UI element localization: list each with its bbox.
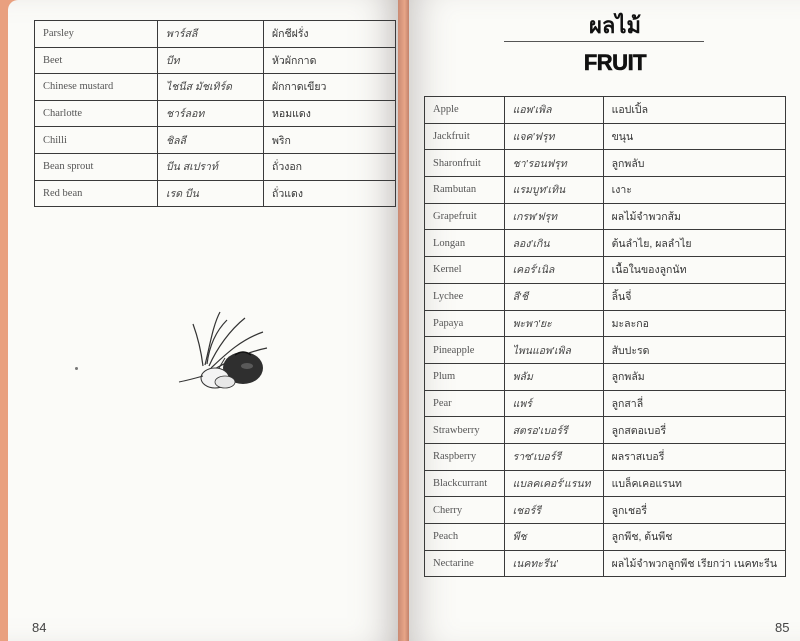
english-word: Charlotte xyxy=(35,100,158,127)
thai-meaning: เงาะ xyxy=(603,177,785,204)
table-row xyxy=(425,337,786,364)
table-row xyxy=(35,180,396,207)
english-word: Nectarine xyxy=(425,550,505,577)
thai-meaning: มะละกอ xyxy=(603,310,785,337)
english-word: Chinese mustard xyxy=(35,74,158,101)
thai-meaning: แบล็คเคอแรนท xyxy=(603,470,785,497)
thai-pronunciation: ชิลลี xyxy=(158,127,264,154)
thai-meaning: ผลราสเบอรี่ xyxy=(603,443,785,470)
english-word: Longan xyxy=(425,230,505,257)
thai-pronunciation: บีน สเปราท์ xyxy=(158,153,264,180)
thai-meaning: ลูกพลัม xyxy=(603,363,785,390)
thai-meaning: แอปเปิ้ล xyxy=(603,97,785,124)
english-word: Grapefruit xyxy=(425,203,505,230)
thai-meaning: ถั่วงอก xyxy=(264,153,396,180)
thai-pronunciation: สตรอ'เบอร์รี xyxy=(504,417,603,444)
thai-meaning: ลิ้นจี่ xyxy=(603,283,785,310)
english-word: Kernel xyxy=(425,257,505,284)
table-row xyxy=(425,550,786,577)
table-row xyxy=(425,443,786,470)
thai-pronunciation: ชาร์ลอท xyxy=(158,100,264,127)
thai-meaning: ผักชีฝรั่ง xyxy=(264,21,396,48)
thai-meaning: หอมแดง xyxy=(264,100,396,127)
thai-pronunciation: พีช xyxy=(504,524,603,551)
table-row xyxy=(35,47,396,74)
book-gutter xyxy=(398,0,409,641)
english-word: Sharonfruit xyxy=(425,150,505,177)
english-word: Papaya xyxy=(425,310,505,337)
thai-meaning: ลูกพีช, ต้นพีช xyxy=(603,524,785,551)
table-row xyxy=(425,283,786,310)
thai-meaning: ลูกสาลี่ xyxy=(603,390,785,417)
thai-pronunciation: แจค'ฟรุท xyxy=(504,123,603,150)
english-word: Cherry xyxy=(425,497,505,524)
english-word: Lychee xyxy=(425,283,505,310)
english-word: Pineapple xyxy=(425,337,505,364)
english-word: Rambutan xyxy=(425,177,505,204)
table-row xyxy=(35,21,396,48)
thai-pronunciation: เคอร์'เนิล xyxy=(504,257,603,284)
table-row xyxy=(425,150,786,177)
section-title-thai: ผลไม้ xyxy=(589,13,641,38)
table-row xyxy=(425,363,786,390)
thai-pronunciation: ราซ'เบอร์รี xyxy=(504,443,603,470)
table-row xyxy=(425,497,786,524)
vegetables-table xyxy=(34,20,396,207)
table-row xyxy=(425,177,786,204)
thai-pronunciation: พะพา'ยะ xyxy=(504,310,603,337)
thai-pronunciation: แอพ'เพิล xyxy=(504,97,603,124)
table-row xyxy=(425,524,786,551)
english-word: Raspberry xyxy=(425,443,505,470)
thai-meaning: ผลไม้จำพวกลูกพีช เรียกว่า เนคทะรีน xyxy=(603,550,785,577)
thai-pronunciation: เกรพ'ฟรุท xyxy=(504,203,603,230)
thai-meaning: ผลไม้จำพวกส้ม xyxy=(603,203,785,230)
thai-pronunciation: ชา'รอนฟรุท xyxy=(504,150,603,177)
table-row xyxy=(425,230,786,257)
table-row xyxy=(35,153,396,180)
thai-pronunciation: ไชนีส มัชเทิร์ด xyxy=(158,74,264,101)
thai-pronunciation: ลี'ชี xyxy=(504,283,603,310)
thai-meaning: ต้นลำไย, ผลลำไย xyxy=(603,230,785,257)
english-word: Blackcurrant xyxy=(425,470,505,497)
table-row xyxy=(425,310,786,337)
thai-meaning: ลูกเชอรี่ xyxy=(603,497,785,524)
english-word: Peach xyxy=(425,524,505,551)
english-word: Pear xyxy=(425,390,505,417)
table-row xyxy=(425,390,786,417)
english-word: Bean sprout xyxy=(35,153,158,180)
page-number-right: 85 xyxy=(775,620,790,635)
thai-pronunciation: บีท xyxy=(158,47,264,74)
page-speck xyxy=(75,367,78,370)
thai-meaning: ผักกาดเขียว xyxy=(264,74,396,101)
table-row xyxy=(425,97,786,124)
thai-meaning: ขนุน xyxy=(603,123,785,150)
fruit-table xyxy=(424,96,786,577)
title-divider xyxy=(504,41,704,42)
section-title-english: FRUIT xyxy=(583,50,647,75)
thai-pronunciation: เนคทะรีน' xyxy=(504,550,603,577)
thai-meaning: ถั่วแดง xyxy=(264,180,396,207)
table-row xyxy=(35,100,396,127)
english-word: Plum xyxy=(425,363,505,390)
vegetables-illustration-icon xyxy=(175,310,270,390)
english-word: Jackfruit xyxy=(425,123,505,150)
table-row xyxy=(425,203,786,230)
thai-pronunciation: แบลคเคอร์'แรนท xyxy=(504,470,603,497)
table-row xyxy=(425,257,786,284)
english-word: Chilli xyxy=(35,127,158,154)
table-row xyxy=(425,470,786,497)
thai-meaning: พริก xyxy=(264,127,396,154)
english-word: Strawberry xyxy=(425,417,505,444)
page-number-left: 84 xyxy=(32,620,47,635)
thai-pronunciation: พาร์สลี xyxy=(158,21,264,48)
table-row xyxy=(35,74,396,101)
thai-pronunciation: ไพนแอพ'เพิล xyxy=(504,337,603,364)
thai-pronunciation: เรด บีน xyxy=(158,180,264,207)
thai-meaning: ลูกสตอเบอรี่ xyxy=(603,417,785,444)
english-word: Parsley xyxy=(35,21,158,48)
thai-meaning: ลูกพลับ xyxy=(603,150,785,177)
thai-meaning: สับปะรด xyxy=(603,337,785,364)
english-word: Beet xyxy=(35,47,158,74)
thai-meaning: หัวผักกาด xyxy=(264,47,396,74)
thai-pronunciation: ลอง'เกิน xyxy=(504,230,603,257)
thai-pronunciation: แพร์ xyxy=(504,390,603,417)
thai-pronunciation: พลัม xyxy=(504,363,603,390)
table-row xyxy=(425,123,786,150)
table-row xyxy=(35,127,396,154)
thai-meaning: เนื้อในของลูกนัท xyxy=(603,257,785,284)
thai-pronunciation: เชอร์รี xyxy=(504,497,603,524)
thai-pronunciation: แรมบูท'เทิน xyxy=(504,177,603,204)
english-word: Apple xyxy=(425,97,505,124)
table-row xyxy=(425,417,786,444)
english-word: Red bean xyxy=(35,180,158,207)
